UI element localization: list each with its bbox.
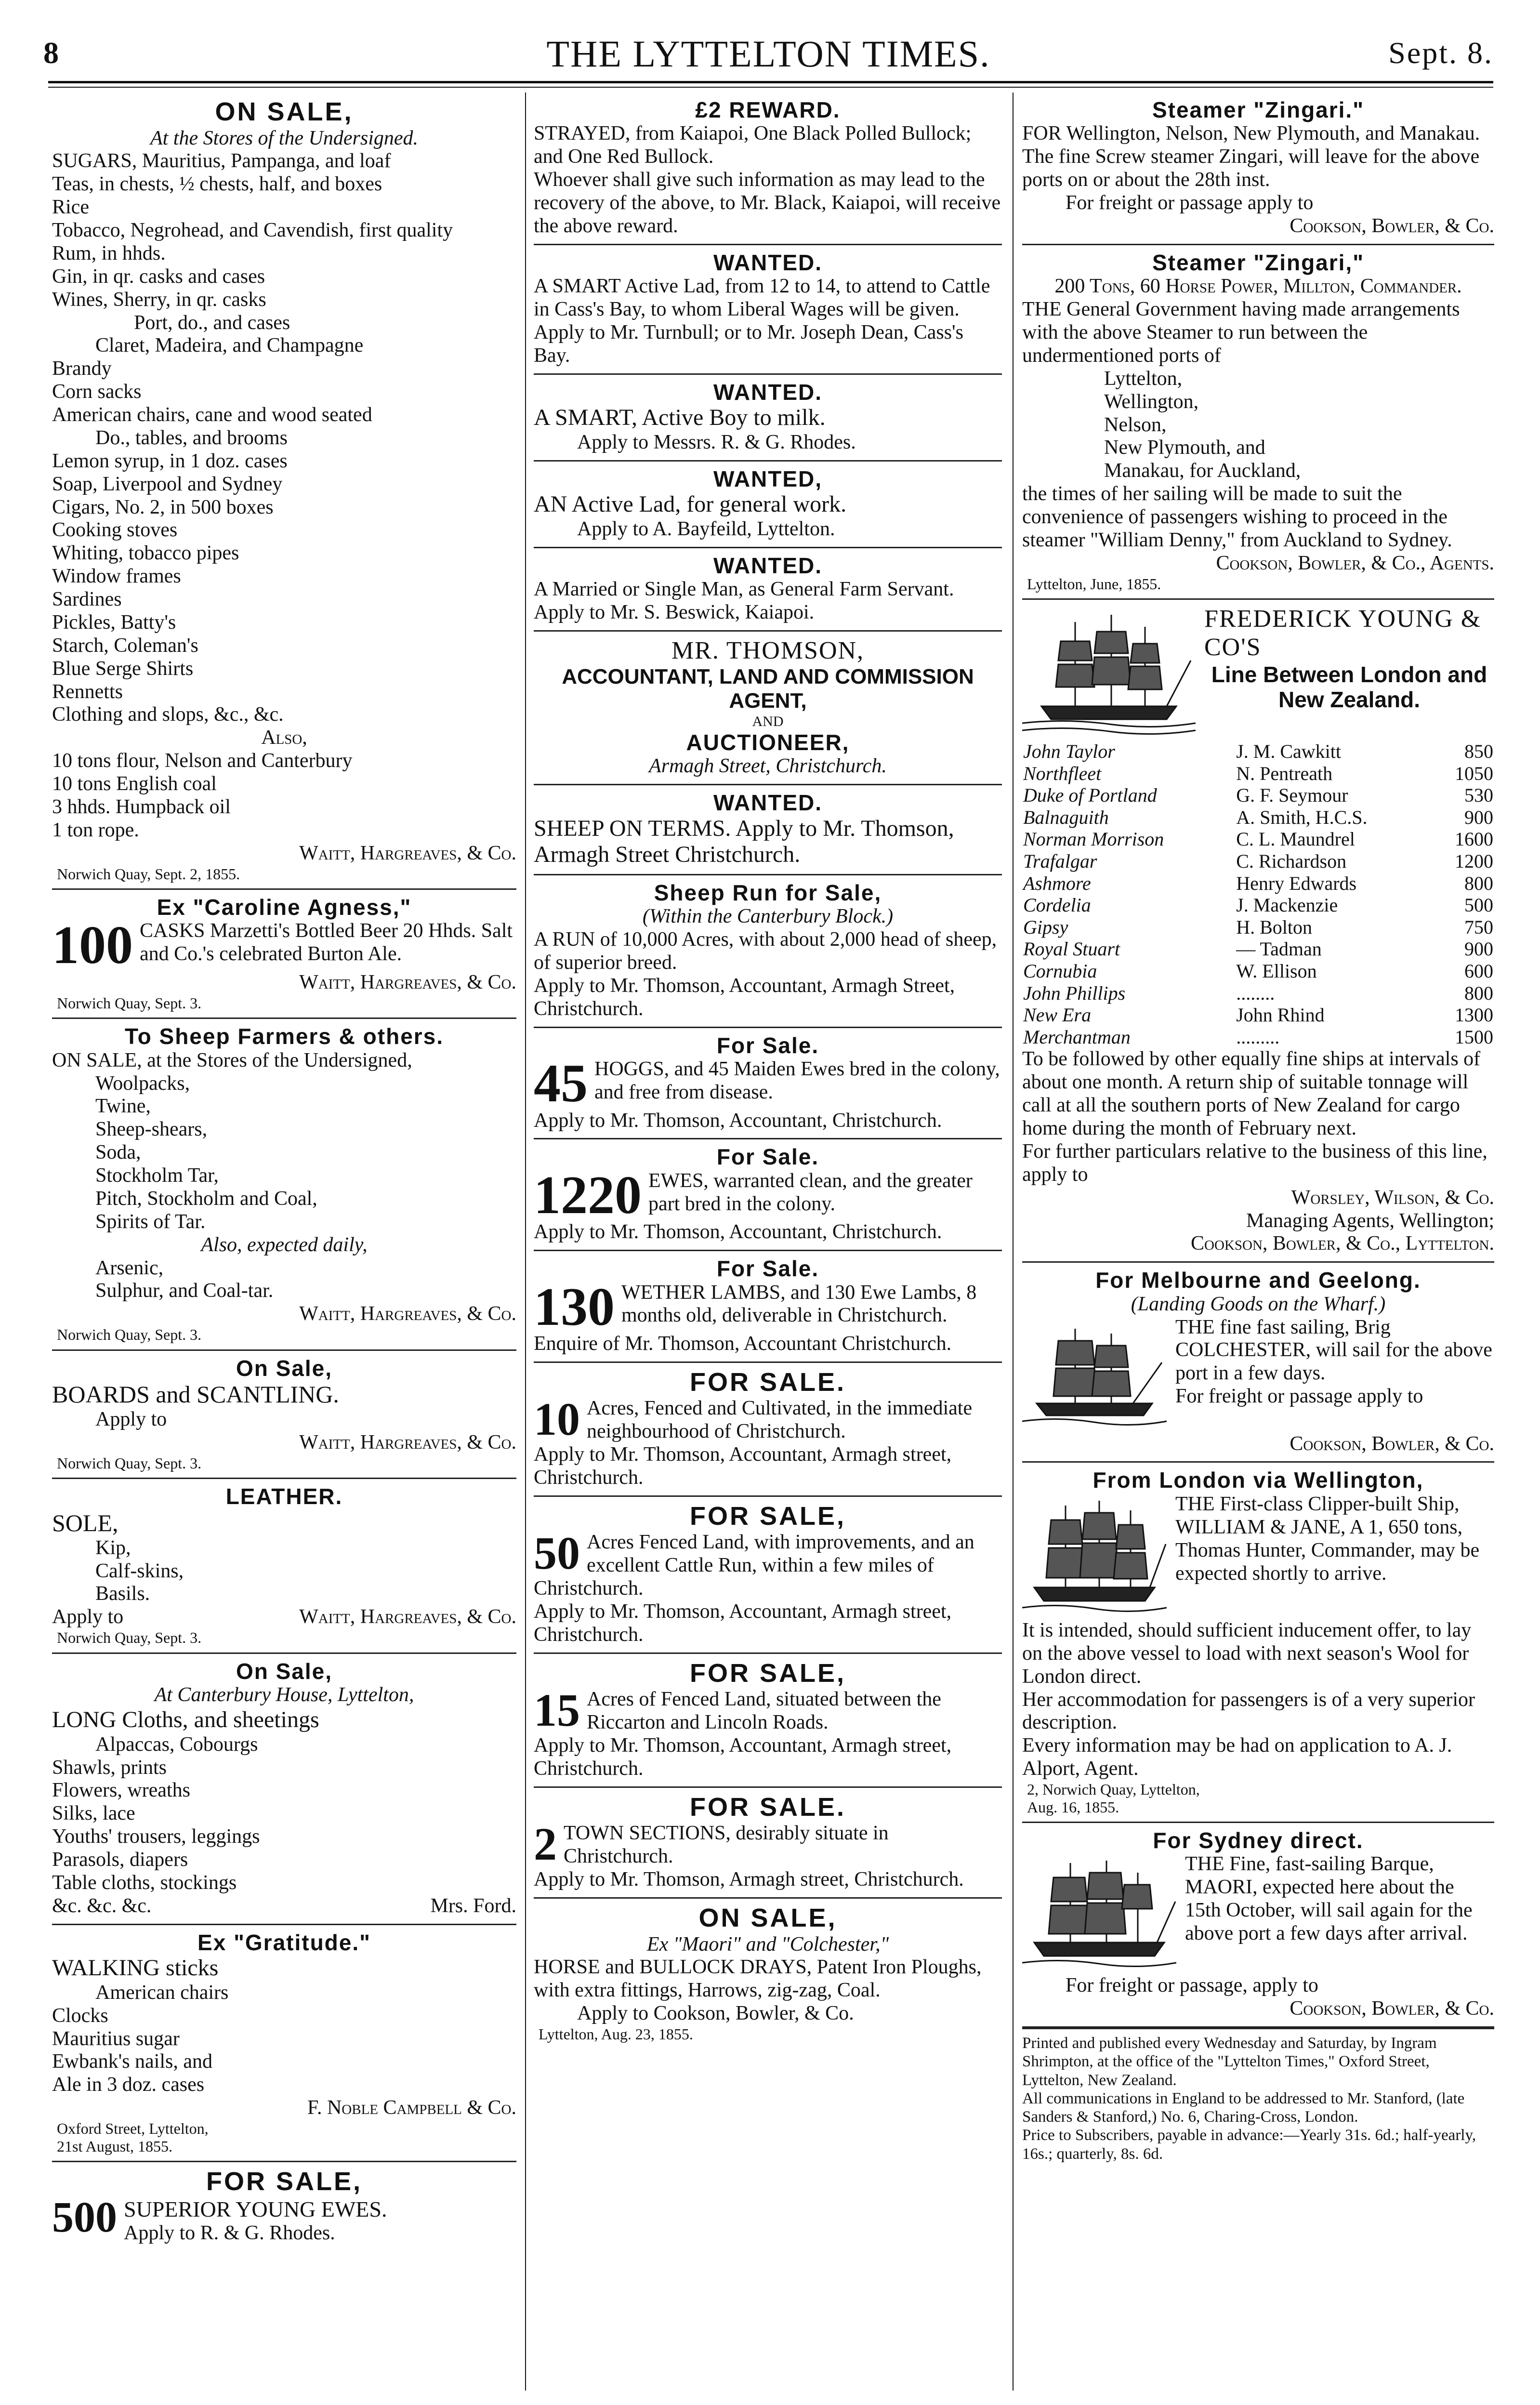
ship-name: Duke of Portland (1023, 784, 1157, 806)
ship-tons: 1050 (1455, 762, 1493, 784)
ad-body: Her accommodation for passengers is of a very superior description. (1022, 1688, 1475, 1734)
list-item: Claret, Madeira, and Champagne (95, 334, 364, 357)
ship-name: Ashmore (1023, 872, 1091, 894)
ad-place-date: Norwich Quay, Sept. 3. (57, 1629, 202, 1647)
ad-apply: Apply to Mr. Thomson, Accountant, Armagh street, Christchurch. (534, 1600, 952, 1646)
ad-place-date: Lyttelton, Aug. 23, 1855. (539, 2025, 693, 2043)
ad-heading: For Sale. (716, 1256, 819, 1282)
ship-tons: 1600 (1455, 828, 1493, 850)
list-item: Do., tables, and brooms (95, 426, 288, 449)
list-item: Tobacco, Negrohead, and Cavendish, first quality (52, 219, 453, 242)
list-item: Pickles, Batty's (52, 611, 176, 634)
list-item: Twine, (95, 1095, 151, 1118)
ad-number: 500 (52, 2193, 117, 2241)
ad-address: Armagh Street, Christchurch. (649, 755, 887, 778)
ship-name: Royal Stuart (1023, 938, 1120, 960)
ad-heading: FOR SALE, (206, 2167, 362, 2196)
ad-town-sections (534, 1788, 1002, 1899)
list-item: Rennetts (52, 680, 123, 703)
ad-number: 50 (534, 1527, 580, 1579)
list-item: Cooking stoves (52, 519, 178, 542)
ad-heading: WANTED. (713, 553, 823, 578)
list-item: Clothing and slops, &c., &c. (52, 703, 284, 726)
list-item: Ewbank's nails, and (52, 2050, 213, 2073)
issue-date: Sept. 8. (1388, 36, 1493, 70)
ad-young-ewes (52, 2162, 516, 2251)
list-item: Arsenic, (95, 1256, 164, 1279)
ad-wanted-boy (534, 375, 1002, 462)
ad-heading: LEATHER. (225, 1484, 343, 1509)
ad-text: ON SALE, at the Stores of the Undersigned, (52, 1049, 412, 1071)
list-item: Sardines (52, 588, 122, 611)
table-row (1022, 763, 1494, 785)
ad-zingari-freight (1022, 92, 1494, 245)
ship-engraving (1022, 1496, 1167, 1616)
ad-text: CASKS Marzetti's Bottled Beer 20 Hhds. Salt and Co.'s celebrated Burton Ale. (140, 920, 513, 965)
ad-apply: Apply to Mr. Thomson, Accountant, Christchurch. (534, 1221, 942, 1243)
ad-heading: FOR SALE, (689, 1658, 846, 1688)
list-item: Wellington, (1104, 390, 1199, 413)
ad-heading: From London via Wellington, (1092, 1467, 1424, 1493)
ad-apply: Apply to Mr. Turnbull; or to Mr. Joseph Dean, Cass's Bay. (534, 321, 963, 367)
ad-london-wellington (1022, 1463, 1494, 1823)
ad-apply: For freight or passage apply to (1066, 192, 1314, 214)
list-item: &c. &c. &c. (52, 1894, 152, 1917)
list-item: Calf-skins, (95, 1559, 184, 1582)
ad-apply: Apply to Messrs. R. & G. Rhodes. (577, 431, 856, 453)
ship-master: G. F. Seymour (1236, 784, 1348, 806)
list-item: LONG Cloths, and sheetings (52, 1706, 319, 1732)
list-item: Table cloths, stockings (52, 1871, 237, 1894)
ad-subheading: At the Stores of the Undersigned. (150, 127, 419, 149)
ad-number: 2 (534, 1818, 557, 1870)
table-row (1022, 872, 1494, 895)
imprint (1022, 2028, 1494, 2163)
list-item: Kip, (95, 1536, 131, 1559)
ship-tons: 1500 (1455, 1026, 1493, 1048)
ad-heading: On Sale, (236, 1355, 333, 1381)
ad-signature: Cookson, Bowler, & Co. (1290, 1432, 1494, 1455)
ad-drays (534, 1899, 1002, 2049)
ad-wanted-active-lad (534, 462, 1002, 548)
ad-heading: WANTED. (713, 379, 823, 405)
ad-name: MR. THOMSON, (671, 637, 865, 664)
ad-text: SUPERIOR YOUNG EWES. (124, 2196, 387, 2221)
ship-master: J. Mackenzie (1236, 894, 1338, 916)
list-item: Lyttelton, (1104, 367, 1183, 390)
list-item: Whiting, tobacco pipes (52, 542, 239, 565)
ship-name: New Era (1023, 1004, 1092, 1026)
ship-tons: 1300 (1455, 1004, 1493, 1026)
ad-apply: Apply to Mr. Thomson, Accountant, Armagh Street, Christchurch. (534, 975, 955, 1020)
ad-wether-lambs (534, 1251, 1002, 1363)
column-divider (525, 92, 526, 2391)
ad-leather (52, 1479, 516, 1653)
ad-number: 45 (534, 1054, 588, 1114)
list-item: 10 tons English coal (52, 773, 217, 795)
ship-name: Cornubia (1023, 960, 1097, 982)
ad-frederick-young-line (1022, 600, 1494, 1263)
ad-signature: Waitt, Hargreaves, & Co. (299, 971, 516, 993)
ship-tons: 800 (1464, 872, 1493, 894)
ad-number: 130 (534, 1277, 615, 1337)
ad-on-sale-stores (52, 92, 516, 890)
masthead (43, 30, 1493, 76)
ad-heading: For Melbourne and Geelong. (1095, 1268, 1421, 1293)
list-item: Basils. (95, 1583, 150, 1605)
ad-place-date: Lyttelton, June, 1855. (1027, 575, 1161, 593)
list-item: Sheep-shears, (95, 1118, 208, 1141)
ad-apply: Apply to Mr. Thomson, Accountant, Armagh street, Christchurch. (534, 1734, 952, 1780)
ad-text: Acres, Fenced and Cultivated, in the immediate neighbourhood of Christchurch. (587, 1397, 973, 1443)
list-item: Pitch, Stockholm and Coal, (95, 1187, 317, 1210)
page-number: 8 (43, 36, 59, 70)
table-row (1022, 938, 1494, 960)
ad-place-date: Norwich Quay, Sept. 3. (57, 1454, 202, 1472)
ship-master: John Rhind (1236, 1004, 1325, 1026)
ship-name: Norman Morrison (1023, 828, 1164, 850)
ad-apply: Enquire of Mr. Thomson, Accountant Christchurch. (534, 1333, 952, 1355)
ship-tons: 850 (1464, 740, 1493, 763)
list-item: Ale in 3 doz. cases (52, 2074, 205, 2096)
ad-10-acres (534, 1363, 1002, 1497)
ad-apply: For freight or passage apply to (1175, 1385, 1423, 1408)
list-item: Sulphur, and Coal-tar. (95, 1280, 274, 1302)
list-item: Woolpacks, (95, 1072, 190, 1095)
list-item: Manakau, for Auckland, (1104, 460, 1301, 482)
ad-signature: Cookson, Bowler, & Co., Lyttelton. (1191, 1232, 1494, 1255)
ad-apply: Apply to Mr. Thomson, Accountant, Christchurch. (534, 1109, 942, 1132)
ad-sheep-on-terms (534, 785, 1002, 875)
ad-text: A SMART, Active Boy to milk. (534, 405, 826, 431)
ad-sydney (1022, 1823, 1494, 2028)
ad-place-date: 2, Norwich Quay, Lyttelton, (1027, 1781, 1200, 1798)
list-item: Nelson, (1104, 413, 1167, 436)
list-item: Starch, Coleman's (52, 634, 198, 657)
ship-name: Cordelia (1023, 894, 1091, 916)
list-item: Clocks (52, 2004, 108, 2027)
ad-1220-ewes (534, 1139, 1002, 1251)
newspaper-title: THE LYTTELTON TIMES. (546, 33, 990, 75)
ad-heading: WANTED. (713, 790, 823, 816)
ad-melbourne (1022, 1263, 1494, 1463)
ad-text: THE Fine, fast-sailing Barque, MAORI, expected here about the 15th October, will sail again for the above port a few days after arrival. (1185, 1853, 1473, 1945)
ad-role: AUCTIONEER, (686, 729, 850, 755)
ship-name: Gipsy (1023, 916, 1068, 938)
ad-signature: Mrs. Ford. (430, 1894, 516, 1917)
ad-text: HORSE and BULLOCK DRAYS, Patent Iron Ploughs, with extra fittings, Harrows, zig-zag, Coal. (534, 1956, 982, 2002)
ship-engraving (1022, 1856, 1176, 1971)
table-row (1022, 894, 1494, 916)
ad-sheep-run (534, 875, 1002, 1028)
ad-heading: WANTED, (713, 466, 823, 491)
list-item: Stockholm Tar, (95, 1164, 219, 1187)
list-item: Rice (52, 196, 89, 219)
masthead-rule-thin (48, 87, 1493, 88)
ad-caroline-agness (52, 890, 516, 1019)
ship-tons: 500 (1464, 894, 1493, 916)
ship-name: Balnaguith (1023, 806, 1109, 828)
list-item: Parasols, diapers (52, 1849, 188, 1871)
ad-body: the times of her sailing will be made to suit the convenience of passengers wishing to proceed in the steamer "William Denny," from Auckland to Sydney. (1022, 483, 1452, 551)
ad-apply: Apply to (95, 1408, 167, 1431)
ad-number: 100 (52, 915, 133, 976)
list-item: SUGARS, Mauritius, Pampanga, and loaf (52, 150, 391, 172)
ship-master: J. M. Cawkitt (1236, 740, 1341, 763)
ad-signature: Waitt, Hargreaves, & Co. (299, 1431, 516, 1454)
list-item: SOLE, (52, 1509, 118, 1536)
ad-text: AN Active Lad, for general work. (534, 491, 847, 517)
ad-signature: F. Noble Campbell & Co. (307, 2097, 516, 2119)
list-item: Window frames (52, 565, 181, 588)
ship-master: N. Pentreath (1236, 762, 1333, 784)
ad-text: A RUN of 10,000 Acres, with about 2,000 head of sheep, of superior breed. (534, 928, 997, 974)
ad-heading: FOR SALE. (689, 1367, 846, 1397)
ship-name: Trafalgar (1023, 850, 1097, 872)
list-item: Mauritius sugar (52, 2027, 180, 2050)
ad-body: Every information may be had on application to A. J. Alport, Agent. (1022, 1734, 1452, 1780)
ad-place-date: Norwich Quay, Sept. 3. (57, 1326, 202, 1344)
ad-tons: 200 Tons, 60 Horse Power, Millton, Commander. (1054, 275, 1462, 298)
ad-subheading: Also, expected daily, (201, 1233, 368, 1256)
ad-text: FOR Wellington, Nelson, New Plymouth, and Manakau. (1022, 122, 1480, 145)
ad-signature: Worsley, Wilson, & Co. (1291, 1186, 1494, 1209)
ad-text: THE General Government having made arrangements with the above Steamer to run between the undermentioned ports of (1022, 298, 1460, 367)
ad-subheading: (Within the Canterbury Block.) (642, 905, 894, 928)
ad-text: THE fine fast sailing, Brig COLCHESTER, will sail for the above port in a few days. (1175, 1316, 1492, 1385)
table-row (1022, 982, 1494, 1004)
ad-subheading: (Landing Goods on the Wharf.) (1131, 1293, 1386, 1315)
ad-apply: Apply to Mr. Thomson, Armagh street, Christchurch. (534, 1868, 964, 1891)
list-item: Soap, Liverpool and Sydney (52, 473, 283, 495)
ad-text: WETHER LAMBS, and 130 Ewe Lambs, 8 months old, deliverable in Christchurch. (621, 1281, 977, 1327)
ad-heading: Steamer "Zingari." (1152, 97, 1365, 122)
ad-signature: Managing Agents, Wellington; (1246, 1209, 1494, 1232)
ship-master: ......... (1236, 1026, 1280, 1048)
list-item: Corn sacks (52, 381, 142, 403)
table-row (1022, 784, 1494, 806)
list-item: Shawls, prints (52, 1756, 167, 1779)
ad-and: AND (752, 713, 784, 729)
ad-heading: WANTED. (713, 250, 823, 275)
list-item: American chairs (95, 1981, 229, 2004)
ad-apply: Apply to A. Bayfeild, Lyttelton. (577, 517, 835, 540)
ad-body: For further particulars relative to the business of this line, apply to (1022, 1140, 1487, 1186)
ad-heading: For Sale. (716, 1032, 819, 1058)
ad-gratitude (52, 1925, 516, 2162)
ad-15-acres (534, 1654, 1002, 1788)
ad-apply: Apply to Mr. Thomson, Accountant, Armagh street, Christchurch. (534, 1443, 952, 1489)
list-item: Soda, (95, 1141, 141, 1164)
list-item: Wines, Sherry, in qr. casks (52, 288, 266, 311)
table-row (1022, 850, 1494, 872)
ship-tons: 900 (1464, 806, 1493, 828)
ad-number: 15 (534, 1684, 580, 1736)
ad-hoggs (534, 1028, 1002, 1140)
ad-heading: £2 REWARD. (695, 97, 841, 122)
ship-tons: 600 (1464, 960, 1493, 982)
ad-heading: For Sale. (716, 1144, 819, 1170)
column-divider (1013, 92, 1014, 2391)
table-row (1022, 828, 1494, 850)
ad-heading: ON SALE, (698, 1903, 837, 1933)
list-item: Teas, in chests, ½ chests, half, and boxes (52, 173, 382, 196)
ad-place-date: Norwich Quay, Sept. 2, 1855. (57, 865, 240, 883)
list-item: Gin, in qr. casks and cases (52, 265, 265, 288)
ship-engraving (1022, 1319, 1167, 1430)
ad-signature: Waitt, Hargreaves, & Co. (299, 1606, 516, 1628)
ad-signature: Waitt, Hargreaves, & Co. (299, 1303, 516, 1325)
ship-tons: 530 (1464, 784, 1493, 806)
ad-heading: On Sale, (236, 1658, 333, 1684)
ad-wanted-farm-servant (534, 548, 1002, 632)
ship-tons: 750 (1464, 916, 1493, 938)
ad-text: Acres Fenced Land, with improvements, and an excellent Cattle Run, within a few miles of Christchurch. (534, 1531, 974, 1600)
ad-heading: Ex "Gratitude." (197, 1929, 371, 1955)
list-item: American chairs, cane and wood seated (52, 404, 372, 426)
ship-master: — Tadman (1236, 938, 1322, 960)
ad-signature: Cookson, Bowler, & Co. (1290, 214, 1494, 237)
imprint-text: Printed and published every Wednesday and Saturday, by Ingram Shrimpton, at the office of the "Lyttelton Times," Oxford Street, Lyttelton, New Zealand. (1022, 2035, 1437, 2089)
ad-heading: FOR SALE. (689, 1792, 846, 1822)
ad-body: The fine Screw steamer Zingari, will leave for the above ports on or about the 28th inst. (1022, 145, 1480, 191)
ad-text: BOARDS and SCANTLING. (52, 1381, 339, 1408)
table-row (1022, 806, 1494, 829)
ship-table (1022, 740, 1494, 1048)
table-row (1022, 960, 1494, 982)
list-item: 10 tons flour, Nelson and Canterbury (52, 750, 353, 772)
list-item: Cigars, No. 2, in 500 boxes (52, 496, 274, 518)
ad-zingari-government (1022, 245, 1494, 600)
list-item: 3 hhds. Humpback oil (52, 795, 231, 818)
table-row (1022, 1004, 1494, 1026)
list-item: Brandy (52, 357, 112, 380)
table-row (1022, 740, 1494, 763)
ad-line: Line Between London and New Zealand. (1211, 661, 1487, 713)
ad-place-date: Norwich Quay, Sept. 3. (57, 994, 202, 1012)
list-item: Silks, lace (52, 1802, 135, 1825)
ad-signature: Cookson, Bowler, & Co., Agents. (1216, 552, 1494, 574)
ad-50-acres (534, 1497, 1002, 1654)
list-item: Port, do., and cases (134, 311, 290, 334)
list-item: Youths' trousers, leggings (52, 1825, 260, 1848)
table-row (1022, 1026, 1494, 1048)
ship-name: Northfleet (1023, 762, 1102, 784)
ad-thomson (534, 632, 1002, 785)
ad-role: ACCOUNTANT, LAND AND COMMISSION AGENT, (562, 665, 974, 713)
list-item: Rum, in hhds. (52, 242, 166, 264)
imprint-text: All communications in England to be addressed to Mr. Stanford, (late Sanders & Stanford,) No. 6, Charing-Cross, London. (1022, 2089, 1465, 2126)
ad-heading: Ex "Caroline Agness," (157, 895, 412, 920)
ship-name: Merchantman (1023, 1026, 1131, 1048)
ad-subheading: At Canterbury House, Lyttelton, (154, 1684, 414, 1706)
ad-heading: FOR SALE, (689, 1501, 846, 1531)
ad-text: EWES, warranted clean, and the greater part bred in the colony. (648, 1169, 973, 1215)
ship-name: John Phillips (1023, 982, 1126, 1004)
ad-body: To be followed by other equally fine ships at intervals of about one month. A return ship of suitable tonnage will call at all the southern ports of New Zealand for cargo home during the month of February next. (1022, 1048, 1481, 1140)
ad-text: STRAYED, from Kaiapoi, One Black Polled Bullock; and One Red Bullock. (534, 122, 972, 168)
imprint-text: Price to Subscribers, payable in advance:—Yearly 31s. 6d.; half-yearly, 16s.; quarterly, 8s. 6d. (1022, 2127, 1476, 2163)
ship-master: Henry Edwards (1236, 872, 1357, 894)
ship-master: ........ (1236, 982, 1275, 1004)
ship-master: C. L. Maundrel (1236, 828, 1355, 850)
list-item: WALKING sticks (52, 1955, 219, 1981)
ship-engraving (1022, 608, 1196, 738)
column-right (1022, 92, 1494, 2391)
list-item: Flowers, wreaths (52, 1779, 190, 1802)
list-item: Alpaccas, Cobourgs (95, 1733, 258, 1756)
ad-text: TOWN SECTIONS, desirably situate in Christchurch. (564, 1822, 889, 1868)
ad-canterbury-house (52, 1654, 516, 1925)
list-item: Also, (261, 727, 307, 749)
ad-text: SHEEP ON TERMS. Apply to Mr. Thomson, Armagh Street Christchurch. (534, 815, 954, 868)
ad-heading: Sheep Run for Sale, (654, 880, 882, 905)
list-item: Blue Serge Shirts (52, 657, 194, 680)
ad-text: HOGGS, and 45 Maiden Ewes bred in the colony, and free from disease. (594, 1058, 1000, 1104)
ad-apply: Apply to R. & G. Rhodes. (124, 2222, 335, 2245)
ad-heading: ON SALE, (215, 97, 354, 126)
ad-place-date: Oxford Street, Lyttelton, (57, 2120, 209, 2138)
ad-text: THE First-class Clipper-built Ship, WILLIAM & JANE, A 1, 650 tons, Thomas Hunter, Commander, may be expected shortly to arrive. (1175, 1493, 1480, 1585)
ad-sheep-farmers (52, 1019, 516, 1350)
ad-subheading: Ex "Maori" and "Colchester," (646, 1933, 889, 1956)
list-item: New Plymouth, and (1104, 436, 1265, 459)
ad-heading: Steamer "Zingari," (1152, 250, 1365, 275)
ship-master: A. Smith, H.C.S. (1236, 806, 1368, 828)
ad-apply: Apply to Cookson, Bowler, & Co. (577, 2002, 854, 2025)
ad-number: 10 (534, 1393, 580, 1445)
ad-signature: Cookson, Bowler, & Co. (1290, 1997, 1494, 2020)
ad-body: Whoever shall give such information as may lead to the recovery of the above, to Mr. Black, Kaiapoi, will receive the above reward. (534, 169, 1001, 237)
ship-name: John Taylor (1023, 740, 1115, 763)
ad-place-date: Aug. 16, 1855. (1027, 1798, 1119, 1816)
ad-body: It is intended, should sufficient inducement offer, to lay on the above vessel to load with next season's Wool for London direct. (1022, 1619, 1472, 1688)
ad-place-date: 21st August, 1855. (57, 2137, 173, 2155)
table-row (1022, 916, 1494, 938)
column-left (52, 92, 516, 2391)
ad-heading: To Sheep Farmers & others. (124, 1024, 444, 1049)
ship-master: H. Bolton (1236, 916, 1312, 938)
list-item: Lemon syrup, in 1 doz. cases (52, 449, 288, 472)
ad-number: 1220 (534, 1165, 642, 1225)
ad-apply: Apply to (52, 1606, 124, 1628)
ad-name: FREDERICK YOUNG & CO'S (1204, 605, 1482, 661)
ship-tons: 800 (1464, 982, 1493, 1004)
ad-text: Acres of Fenced Land, situated between the Riccarton and Lincoln Roads. (587, 1688, 941, 1734)
ad-apply: For freight or passage, apply to (1066, 1974, 1318, 1997)
list-item: 1 ton rope. (52, 819, 139, 841)
ship-master: C. Richardson (1236, 850, 1347, 872)
column-middle (534, 92, 1002, 2391)
ad-wanted-lad (534, 245, 1002, 375)
ad-text: A SMART Active Lad, from 12 to 14, to attend to Cattle in Cass's Bay, to whom Liberal Wages will be given. (534, 275, 990, 321)
ad-text: A Married or Single Man, as General Farm Servant. Apply to Mr. S. Beswick, Kaiapoi. (534, 578, 954, 624)
ad-heading: For Sydney direct. (1153, 1827, 1364, 1853)
masthead-rule (48, 81, 1493, 83)
ad-reward (534, 92, 1002, 245)
ship-tons: 1200 (1455, 850, 1493, 872)
ship-tons: 900 (1464, 938, 1493, 960)
ship-master: W. Ellison (1236, 960, 1317, 982)
ad-boards (52, 1351, 516, 1480)
list-item: Spirits of Tar. (95, 1210, 206, 1233)
ad-signature: Waitt, Hargreaves, & Co. (299, 842, 516, 864)
